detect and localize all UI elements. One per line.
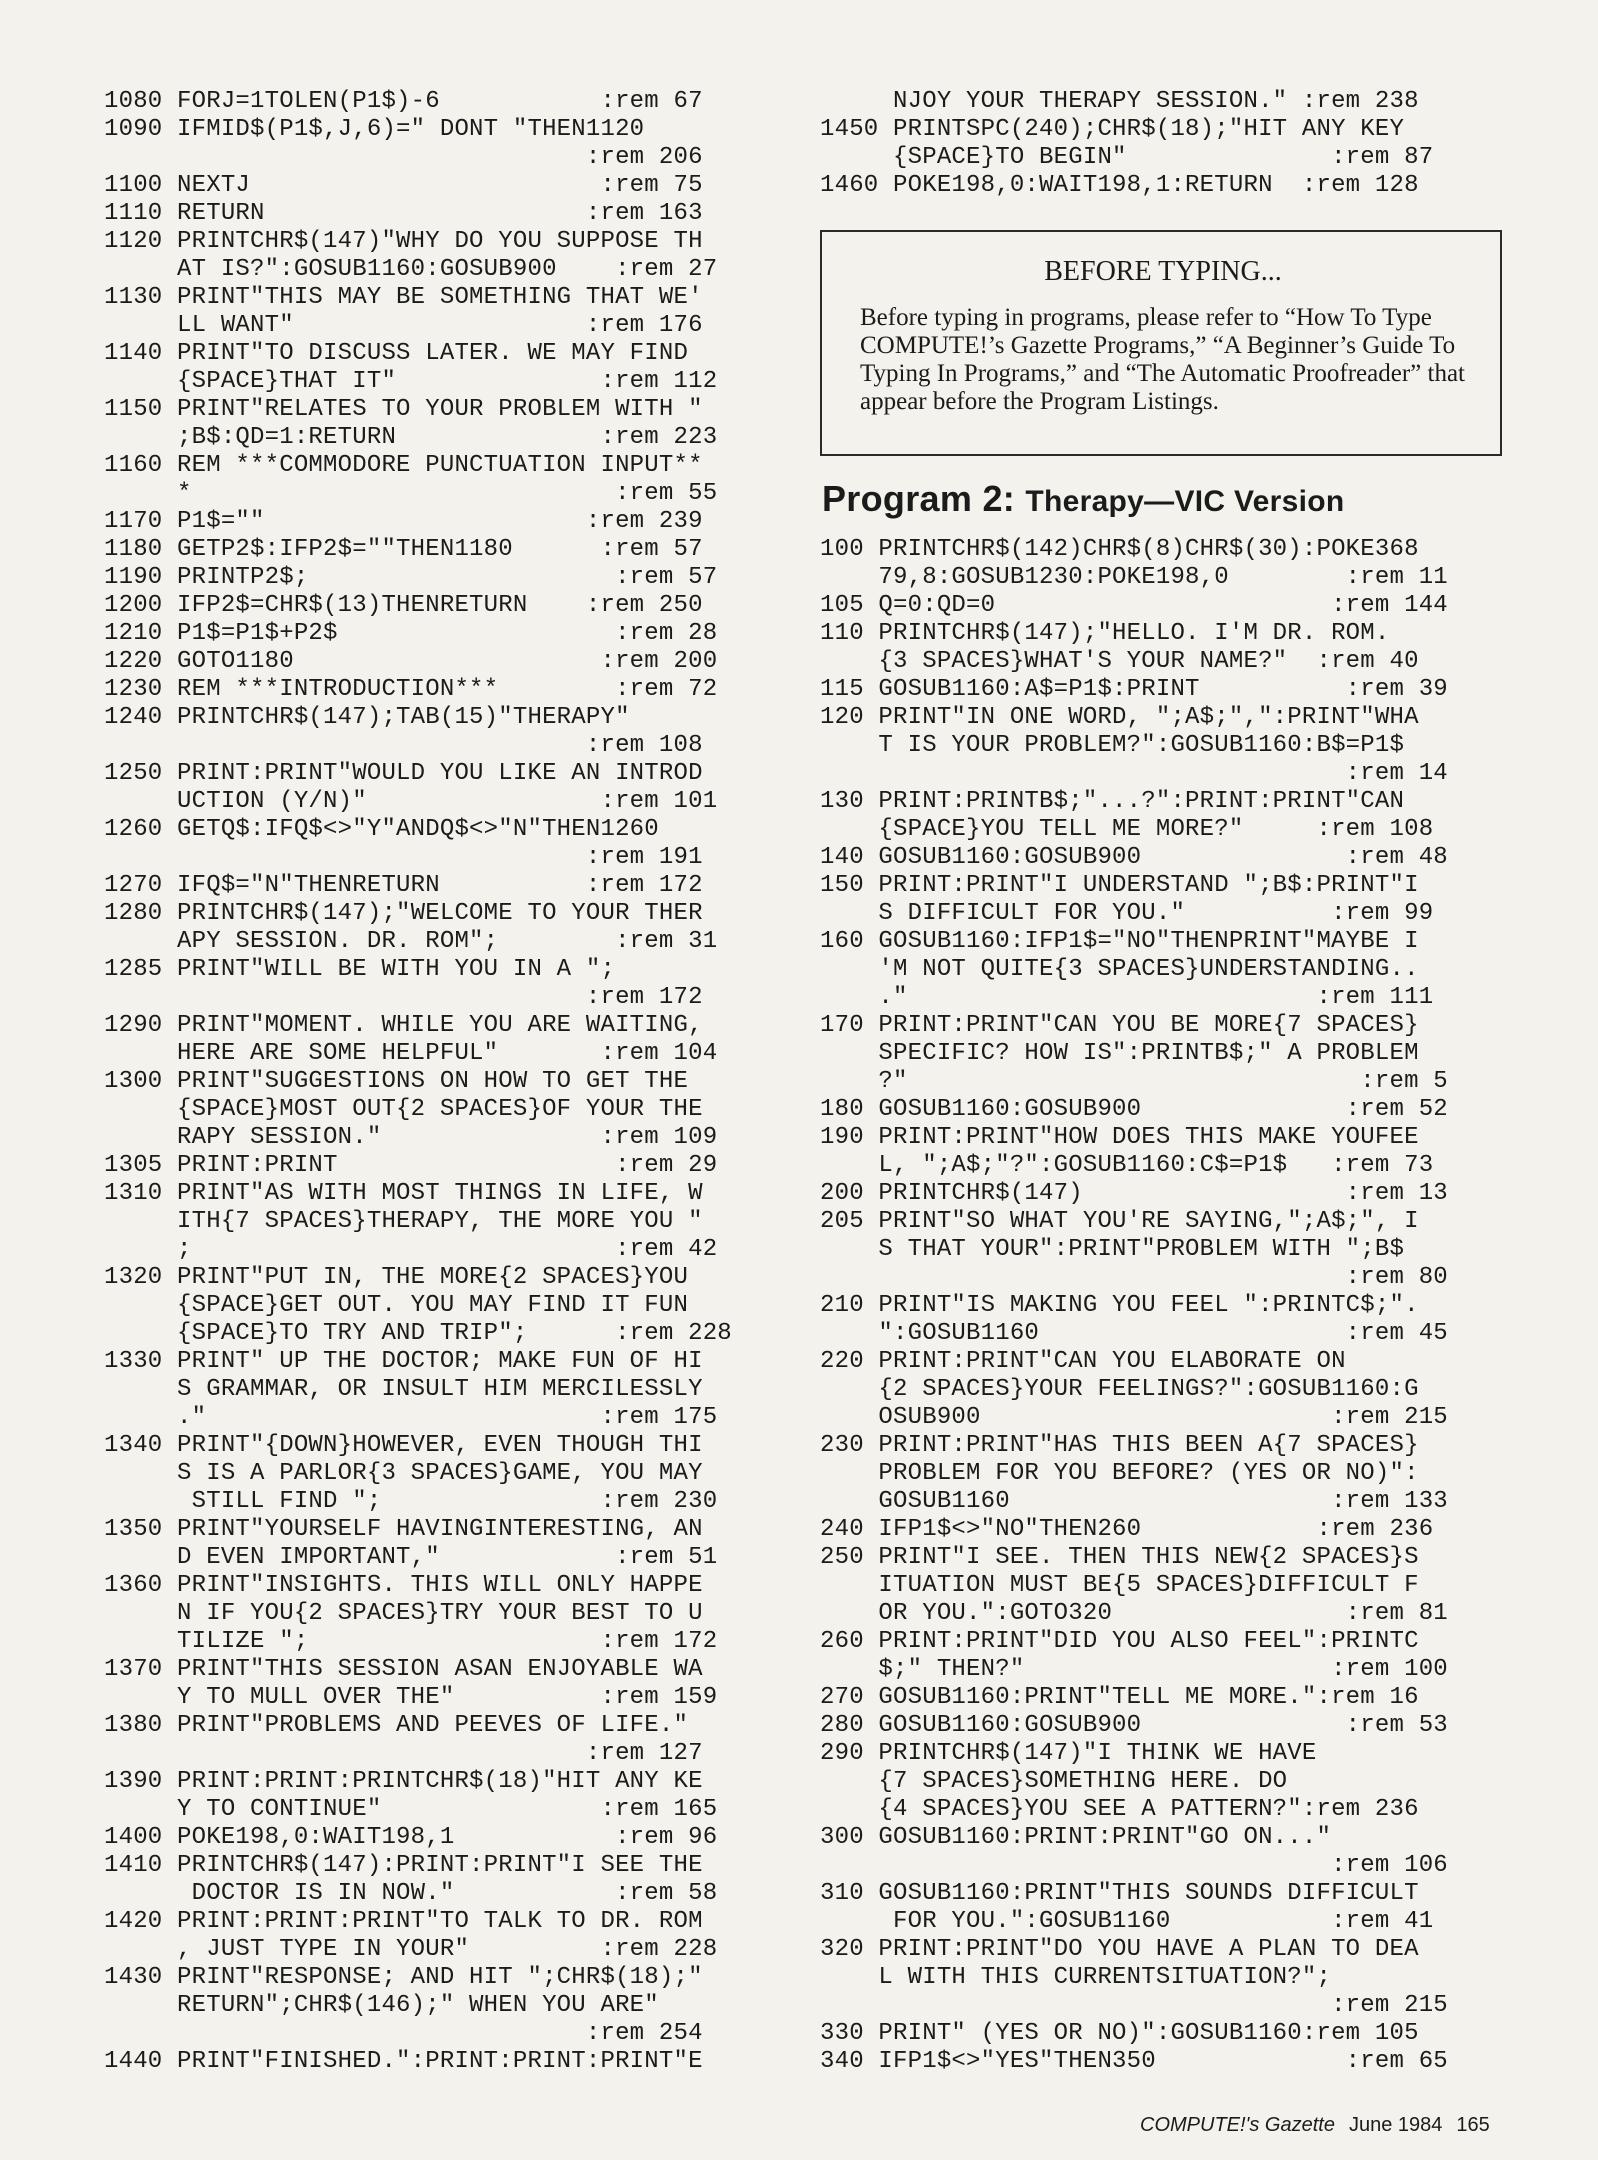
- code-line: 1390 PRINT:PRINT:PRINTCHR$(18)"HIT ANY KE: [104, 1768, 703, 1795]
- code-line: UCTION (Y/N)" :rem 101: [104, 788, 718, 815]
- code-line: S DIFFICULT FOR YOU." :rem 99: [820, 900, 1434, 927]
- code-line: {2 SPACES}YOUR FEELINGS?":GOSUB1160:G: [820, 1376, 1419, 1403]
- footer-magazine: COMPUTE!'s Gazette: [1140, 2114, 1335, 2136]
- code-line: S GRAMMAR, OR INSULT HIM MERCILESSLY: [104, 1376, 703, 1403]
- code-line: 1360 PRINT"INSIGHTS. THIS WILL ONLY HAPPE: [104, 1572, 703, 1599]
- code-line: 1280 PRINTCHR$(147);"WELCOME TO YOUR THER: [104, 900, 703, 927]
- code-line: 1080 FORJ=1TOLEN(P1$)-6 :rem 67: [104, 88, 703, 115]
- code-line: S IS A PARLOR{3 SPACES}GAME, YOU MAY: [104, 1460, 703, 1487]
- code-line: HERE ARE SOME HELPFUL" :rem 104: [104, 1040, 718, 1067]
- code-line: 1210 P1$=P1$+P2$ :rem 28: [104, 620, 718, 647]
- code-line: Y TO CONTINUE" :rem 165: [104, 1796, 718, 1823]
- code-line: OR YOU.":GOTO320 :rem 81: [820, 1600, 1448, 1627]
- code-line: 330 PRINT" (YES OR NO)":GOSUB1160:rem 105: [820, 2020, 1419, 2047]
- code-line: {SPACE}YOU TELL ME MORE?" :rem 108: [820, 816, 1434, 843]
- code-line: 1120 PRINTCHR$(147)"WHY DO YOU SUPPOSE TH: [104, 228, 703, 255]
- footer-date: June 1984: [1348, 2114, 1443, 2136]
- listing-left-column: [104, 88, 794, 2076]
- footer-page-number: 165: [1456, 2114, 1490, 2136]
- code-line: 310 GOSUB1160:PRINT"THIS SOUNDS DIFFICULT: [820, 1880, 1419, 1907]
- code-line: 1450 PRINTSPC(240);CHR$(18);"HIT ANY KEY: [820, 116, 1405, 143]
- code-line: 1305 PRINT:PRINT :rem 29: [104, 1152, 718, 1179]
- code-line: RETURN";CHR$(146);" WHEN YOU ARE": [104, 1992, 659, 2019]
- code-line: TILIZE "; :rem 172: [104, 1628, 718, 1655]
- code-line: 200 PRINTCHR$(147) :rem 13: [820, 1180, 1448, 1207]
- code-line: ITUATION MUST BE{5 SPACES}DIFFICULT F: [820, 1572, 1419, 1599]
- code-line: N IF YOU{2 SPACES}TRY YOUR BEST TO U: [104, 1600, 703, 1627]
- code-line: {SPACE}MOST OUT{2 SPACES}OF YOUR THE: [104, 1096, 703, 1123]
- code-line: 210 PRINT"IS MAKING YOU FEEL ":PRINTC$;".: [820, 1292, 1419, 1319]
- code-line: D EVEN IMPORTANT," :rem 51: [104, 1544, 718, 1571]
- code-line: L WITH THIS CURRENTSITUATION?";: [820, 1964, 1332, 1991]
- code-line: 220 PRINT:PRINT"CAN YOU ELABORATE ON: [820, 1348, 1346, 1375]
- program-title-main: Program 2:: [822, 478, 1026, 519]
- code-line: 110 PRINTCHR$(147);"HELLO. I'M DR. ROM.: [820, 620, 1390, 647]
- code-line: 1285 PRINT"WILL BE WITH YOU IN A ";: [104, 956, 616, 983]
- code-line: ;B$:QD=1:RETURN :rem 223: [104, 424, 718, 451]
- code-line: 280 GOSUB1160:GOSUB900 :rem 53: [820, 1712, 1448, 1739]
- code-line: 1320 PRINT"PUT IN, THE MORE{2 SPACES}YOU: [104, 1264, 689, 1291]
- code-line: 1330 PRINT" UP THE DOCTOR; MAKE FUN OF HI: [104, 1348, 703, 1375]
- code-line: 1420 PRINT:PRINT:PRINT"TO TALK TO DR. ROM: [104, 1908, 703, 1935]
- box-body: Before typing in programs, please refer to “How To Type COMPUTE!’s Gazette Programs,” “A Beginner’s Guide To Typing In Programs,” and “The Automatic Proofreader” that appear before the Program Listings.: [860, 304, 1466, 415]
- code-line: 150 PRINT:PRINT"I UNDERSTAND ";B$:PRINT"I: [820, 872, 1419, 899]
- code-line: RAPY SESSION." :rem 109: [104, 1124, 718, 1151]
- code-line: 1410 PRINTCHR$(147):PRINT:PRINT"I SEE THE: [104, 1852, 703, 1879]
- code-line: $;" THEN?" :rem 100: [820, 1656, 1448, 1683]
- code-line: 1240 PRINTCHR$(147);TAB(15)"THERAPY": [104, 704, 630, 731]
- code-line: 1190 PRINTP2$; :rem 57: [104, 564, 718, 591]
- code-line: 270 GOSUB1160:PRINT"TELL ME MORE.":rem 16: [820, 1684, 1419, 1711]
- code-line: GOSUB1160 :rem 133: [820, 1488, 1448, 1515]
- code-line: 1270 IFQ$="N"THENRETURN :rem 172: [104, 872, 703, 899]
- code-line: 1220 GOTO1180 :rem 200: [104, 648, 718, 675]
- code-line: T IS YOUR PROBLEM?":GOSUB1160:B$=P1$: [820, 732, 1405, 759]
- code-line: 115 GOSUB1160:A$=P1$:PRINT :rem 39: [820, 676, 1448, 703]
- code-line: 290 PRINTCHR$(147)"I THINK WE HAVE: [820, 1740, 1317, 1767]
- program-title: [822, 478, 1512, 520]
- code-line: {3 SPACES}WHAT'S YOUR NAME?" :rem 40: [820, 648, 1419, 675]
- code-line: 1310 PRINT"AS WITH MOST THINGS IN LIFE, W: [104, 1180, 703, 1207]
- code-line: AT IS?":GOSUB1160:GOSUB900 :rem 27: [104, 256, 718, 283]
- code-line: 1460 POKE198,0:WAIT198,1:RETURN :rem 128: [820, 172, 1419, 199]
- code-line: :rem 215: [820, 1992, 1448, 2019]
- code-line: 140 GOSUB1160:GOSUB900 :rem 48: [820, 844, 1448, 871]
- code-line: 180 GOSUB1160:GOSUB900 :rem 52: [820, 1096, 1448, 1123]
- code-line: DOCTOR IS IN NOW." :rem 58: [104, 1880, 718, 1907]
- code-line: 1260 GETQ$:IFQ$<>"Y"ANDQ$<>"N"THEN1260: [104, 816, 659, 843]
- listing-right-top: [820, 88, 1510, 200]
- code-line: STILL FIND "; :rem 230: [104, 1488, 718, 1515]
- code-line: :rem 172: [104, 984, 703, 1011]
- code-line: PROBLEM FOR YOU BEFORE? (YES OR NO)":: [820, 1460, 1419, 1487]
- code-line: FOR YOU.":GOSUB1160 :rem 41: [820, 1908, 1434, 1935]
- code-line: 205 PRINT"SO WHAT YOU'RE SAYING,";A$;", I: [820, 1208, 1419, 1235]
- code-line: 1140 PRINT"TO DISCUSS LATER. WE MAY FIND: [104, 340, 689, 367]
- code-line: LL WANT" :rem 176: [104, 312, 703, 339]
- code-line: 1440 PRINT"FINISHED.":PRINT:PRINT:PRINT"E: [104, 2048, 703, 2075]
- code-line: 1100 NEXTJ :rem 75: [104, 172, 703, 199]
- code-line: ?" :rem 5: [820, 1068, 1448, 1095]
- code-line: :rem 108: [104, 732, 703, 759]
- page-footer: [1140, 2114, 1490, 2137]
- code-line: 1250 PRINT:PRINT"WOULD YOU LIKE AN INTROD: [104, 760, 703, 787]
- code-line: ." :rem 175: [104, 1404, 718, 1431]
- code-line: 240 IFP1$<>"NO"THEN260 :rem 236: [820, 1516, 1434, 1543]
- code-line: 1230 REM ***INTRODUCTION*** :rem 72: [104, 676, 718, 703]
- code-line: :rem 14: [820, 760, 1448, 787]
- code-line: , JUST TYPE IN YOUR" :rem 228: [104, 1936, 718, 1963]
- code-line: S THAT YOUR":PRINT"PROBLEM WITH ";B$: [820, 1236, 1405, 1263]
- code-line: 1130 PRINT"THIS MAY BE SOMETHING THAT WE': [104, 284, 703, 311]
- code-line: 1170 P1$="" :rem 239: [104, 508, 703, 535]
- listing-right-column: [820, 536, 1510, 2076]
- code-line: 100 PRINTCHR$(142)CHR$(8)CHR$(30):POKE368: [820, 536, 1419, 563]
- code-line: 1340 PRINT"{DOWN}HOWEVER, EVEN THOUGH THI: [104, 1432, 703, 1459]
- code-line: 1370 PRINT"THIS SESSION ASAN ENJOYABLE WA: [104, 1656, 703, 1683]
- code-line: 1380 PRINT"PROBLEMS AND PEEVES OF LIFE.": [104, 1712, 689, 1739]
- code-line: :rem 206: [104, 144, 703, 171]
- code-line: 1150 PRINT"RELATES TO YOUR PROBLEM WITH ": [104, 396, 703, 423]
- code-line: :rem 254: [104, 2020, 703, 2047]
- code-line: SPECIFIC? HOW IS":PRINTB$;" A PROBLEM: [820, 1040, 1419, 1067]
- code-line: ; :rem 42: [104, 1236, 718, 1263]
- code-line: ITH{7 SPACES}THERAPY, THE MORE YOU ": [104, 1208, 703, 1235]
- code-line: :rem 191: [104, 844, 703, 871]
- code-line: 230 PRINT:PRINT"HAS THIS BEEN A{7 SPACES}: [820, 1432, 1419, 1459]
- code-line: 1290 PRINT"MOMENT. WHILE YOU ARE WAITING,: [104, 1012, 703, 1039]
- code-line: {SPACE}THAT IT" :rem 112: [104, 368, 718, 395]
- code-line: 130 PRINT:PRINTB$;"...?":PRINT:PRINT"CAN: [820, 788, 1405, 815]
- code-line: Y TO MULL OVER THE" :rem 159: [104, 1684, 718, 1711]
- code-line: 1200 IFP2$=CHR$(13)THENRETURN :rem 250: [104, 592, 703, 619]
- code-line: 'M NOT QUITE{3 SPACES}UNDERSTANDING..: [820, 956, 1419, 983]
- box-title: BEFORE TYPING...: [1044, 256, 1282, 287]
- code-line: 1430 PRINT"RESPONSE; AND HIT ";CHR$(18);": [104, 1964, 703, 1991]
- code-line: 1300 PRINT"SUGGESTIONS ON HOW TO GET THE: [104, 1068, 689, 1095]
- before-typing-box: [820, 230, 1502, 456]
- code-line: 170 PRINT:PRINT"CAN YOU BE MORE{7 SPACES}: [820, 1012, 1419, 1039]
- code-line: 260 PRINT:PRINT"DID YOU ALSO FEEL":PRINTC: [820, 1628, 1419, 1655]
- code-line: APY SESSION. DR. ROM"; :rem 31: [104, 928, 718, 955]
- code-line: * :rem 55: [104, 480, 718, 507]
- code-line: :rem 127: [104, 1740, 703, 1767]
- code-line: 1160 REM ***COMMODORE PUNCTUATION INPUT**: [104, 452, 703, 479]
- code-line: 1110 RETURN :rem 163: [104, 200, 703, 227]
- code-line: {SPACE}TO BEGIN" :rem 87: [820, 144, 1434, 171]
- code-line: 300 GOSUB1160:PRINT:PRINT"GO ON...": [820, 1824, 1332, 1851]
- code-line: 320 PRINT:PRINT"DO YOU HAVE A PLAN TO DEA: [820, 1936, 1419, 1963]
- code-line: 105 Q=0:QD=0 :rem 144: [820, 592, 1448, 619]
- code-line: 120 PRINT"IN ONE WORD, ";A$;",":PRINT"WHA: [820, 704, 1419, 731]
- code-line: OSUB900 :rem 215: [820, 1404, 1448, 1431]
- code-line: :rem 80: [820, 1264, 1448, 1291]
- code-line: {SPACE}TO TRY AND TRIP"; :rem 228: [104, 1320, 732, 1347]
- code-line: {7 SPACES}SOMETHING HERE. DO: [820, 1768, 1288, 1795]
- code-line: 1350 PRINT"YOURSELF HAVINGINTERESTING, AN: [104, 1516, 703, 1543]
- code-line: 340 IFP1$<>"YES"THEN350 :rem 65: [820, 2048, 1448, 2075]
- code-line: {4 SPACES}YOU SEE A PATTERN?":rem 236: [820, 1796, 1419, 1823]
- code-line: ." :rem 111: [820, 984, 1434, 1011]
- code-line: 190 PRINT:PRINT"HOW DOES THIS MAKE YOUFEE: [820, 1124, 1419, 1151]
- code-line: :rem 106: [820, 1852, 1448, 1879]
- code-line: ":GOSUB1160 :rem 45: [820, 1320, 1448, 1347]
- code-line: 1090 IFMID$(P1$,J,6)=" DONT "THEN1120: [104, 116, 645, 143]
- code-line: L, ";A$;"?":GOSUB1160:C$=P1$ :rem 73: [820, 1152, 1434, 1179]
- code-line: 1400 POKE198,0:WAIT198,1 :rem 96: [104, 1824, 718, 1851]
- code-line: 79,8:GOSUB1230:POKE198,0 :rem 11: [820, 564, 1448, 591]
- code-line: {SPACE}GET OUT. YOU MAY FIND IT FUN: [104, 1292, 689, 1319]
- code-line: 160 GOSUB1160:IFP1$="NO"THENPRINT"MAYBE I: [820, 928, 1419, 955]
- program-title-sub: Therapy—VIC Version: [1025, 485, 1345, 518]
- code-line: 1180 GETP2$:IFP2$=""THEN1180 :rem 57: [104, 536, 703, 563]
- code-line: 250 PRINT"I SEE. THEN THIS NEW{2 SPACES}S: [820, 1544, 1419, 1571]
- code-line: NJOY YOUR THERAPY SESSION." :rem 238: [820, 88, 1419, 115]
